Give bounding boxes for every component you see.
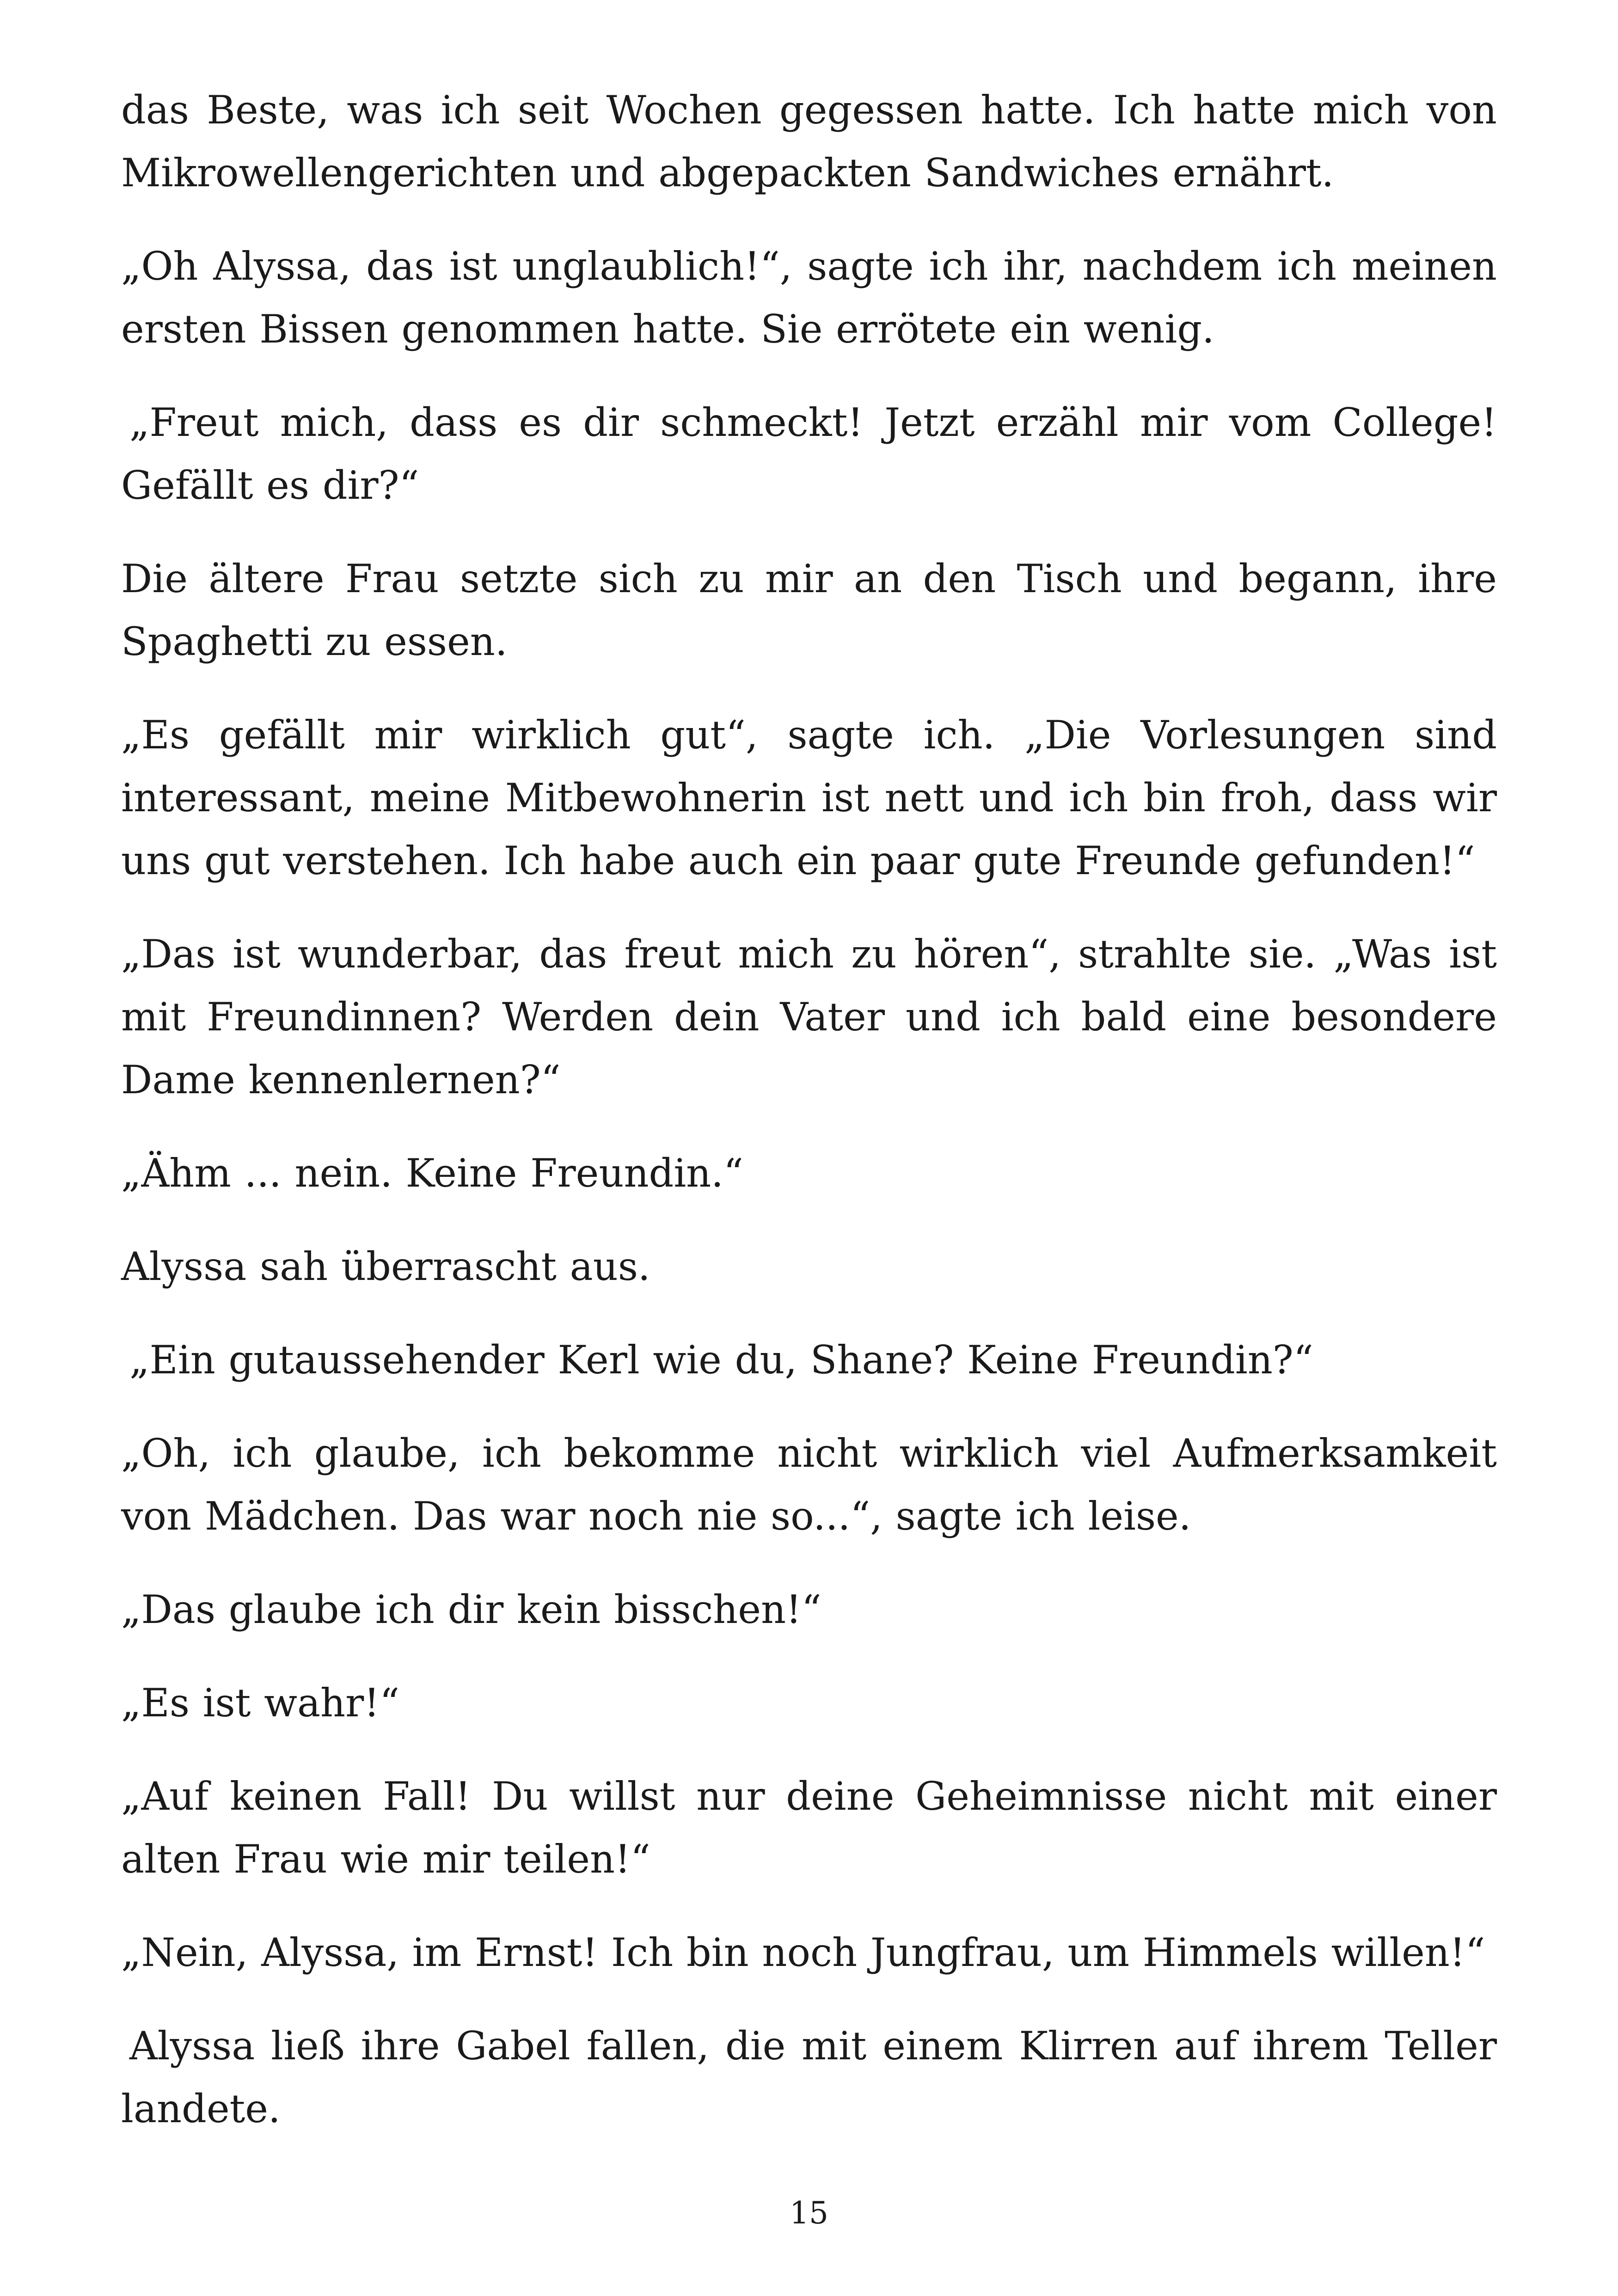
paragraph: Die ältere Frau setzte sich zu mir an den Tisch und begann, ihre Spaghetti zu essen. [121, 556, 1497, 664]
paragraph: „Auf keinen Fall! Du willst nur deine Geheimnisse nicht mit einer alten Frau wie mir teilen!“ [121, 1774, 1497, 1882]
paragraph: Alyssa sah überrascht aus. [121, 1244, 650, 1289]
paragraph: „Oh Alyssa, das ist unglaublich!“, sagte ich ihr, nachdem ich meinen ersten Bissen genommen hatte. Sie errötete ein wenig. [121, 244, 1497, 352]
page-body [121, 79, 1497, 2171]
paragraph: „Ein gutaussehender Kerl wie du, Shane? Keine Freundin?“ [129, 1337, 1313, 1383]
paragraph: „Freut mich, dass es dir schmeckt! Jetzt erzähl mir vom College! Gefällt es dir?“ [121, 400, 1497, 508]
paragraph: „Nein, Alyssa, im Ernst! Ich bin noch Jungfrau, um Himmels willen!“ [121, 1930, 1485, 1975]
paragraph: „Es ist wahr!“ [121, 1680, 400, 1726]
page-number: 15 [790, 2195, 828, 2231]
paragraph: „Es gefällt mir wirklich gut“, sagte ich. „Die Vorlesungen sind interessant, meine Mitbewohnerin ist nett und ich bin froh, dass wir uns gut verstehen. Ich habe auch ein paar gute Freunde gefunden!“ [121, 712, 1497, 883]
paragraph: Alyssa ließ ihre Gabel fallen, die mit einem Klirren auf ihrem Teller landete. [121, 2023, 1497, 2131]
paragraph: das Beste, was ich seit Wochen gegessen hatte. Ich hatte mich von Mikrowellengerichten und abgepackten Sandwiches ernährt. [121, 87, 1497, 196]
paragraph: „Das glaube ich dir kein bisschen!“ [121, 1587, 821, 1632]
paragraph: „Ähm ... nein. Keine Freundin.“ [121, 1151, 743, 1196]
paragraph: „Das ist wunderbar, das freut mich zu hören“, strahlte sie. „Was ist mit Freundinnen? Werden dein Vater und ich bald eine besondere Dame kennenlernen?“ [121, 931, 1497, 1102]
paragraph: „Oh, ich glaube, ich bekomme nicht wirklich viel Aufmerksamkeit von Mädchen. Das war noch nie so...“, sagte ich leise. [121, 1431, 1497, 1539]
